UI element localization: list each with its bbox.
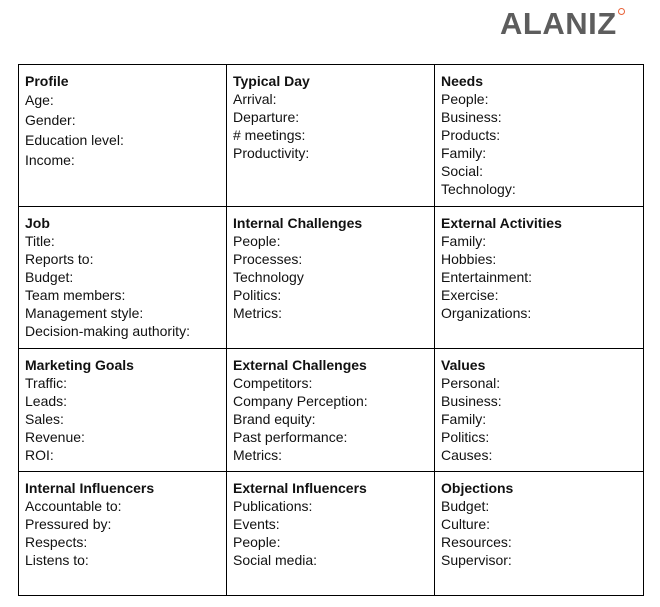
field-list xyxy=(441,374,637,464)
cell-title: Job xyxy=(25,215,50,231)
field-label: ROI: xyxy=(25,447,54,463)
cell-profile xyxy=(19,65,227,207)
field-label: Title: xyxy=(25,233,55,249)
field-label: Business: xyxy=(441,109,502,125)
field-label: Traffic: xyxy=(25,375,68,391)
field-label: Causes: xyxy=(441,447,493,463)
field-list xyxy=(25,90,220,170)
field-label: Decision-making authority: xyxy=(25,323,190,339)
field-label: People: xyxy=(441,91,489,107)
field-label: Respects: xyxy=(25,534,88,550)
field-label: Revenue: xyxy=(25,429,85,445)
field-label: Productivity: xyxy=(233,145,310,161)
cell-title: External Challenges xyxy=(233,357,367,373)
field-list xyxy=(233,232,428,322)
cell-title: Typical Day xyxy=(233,73,310,89)
field-label: Gender: xyxy=(25,112,76,128)
field-label: Supervisor: xyxy=(441,552,512,568)
field-label: Processes: xyxy=(233,251,303,267)
field-label: Politics: xyxy=(441,429,490,445)
cell-title: Internal Challenges xyxy=(233,215,363,231)
cell-external-influencers xyxy=(227,472,435,596)
field-list xyxy=(25,374,220,464)
field-label: Budget: xyxy=(441,498,490,514)
field-label: Family: xyxy=(441,233,487,249)
field-label: Pressured by: xyxy=(25,516,112,532)
field-label: Hobbies: xyxy=(441,251,497,267)
field-label: Education level: xyxy=(25,132,124,148)
field-list xyxy=(233,374,428,464)
cell-title: Values xyxy=(441,357,486,373)
field-label: Business: xyxy=(441,393,502,409)
field-label: Competitors: xyxy=(233,375,313,391)
cell-typical-day xyxy=(227,65,435,207)
field-label: Accountable to: xyxy=(25,498,122,514)
field-label: # meetings: xyxy=(233,127,306,143)
cell-external-activities xyxy=(435,207,644,349)
field-label: Social: xyxy=(441,163,484,179)
field-label: Technology xyxy=(233,269,304,285)
field-label: Publications: xyxy=(233,498,313,514)
field-label: Politics: xyxy=(233,287,282,303)
field-label: Metrics: xyxy=(233,305,282,321)
cell-objections xyxy=(435,472,644,596)
field-label: People: xyxy=(233,233,281,249)
field-label: Reports to: xyxy=(25,251,94,267)
field-label: Team members: xyxy=(25,287,126,303)
cell-title: Internal Influencers xyxy=(25,480,155,496)
logo-ring-icon xyxy=(618,8,625,15)
cell-title: Marketing Goals xyxy=(25,357,134,373)
field-label: Metrics: xyxy=(233,447,282,463)
field-label: Events: xyxy=(233,516,280,532)
field-label: Company Perception: xyxy=(233,393,368,409)
cell-title: External Influencers xyxy=(233,480,367,496)
grid-row xyxy=(19,207,644,349)
field-label: Family: xyxy=(441,145,487,161)
field-label: Listens to: xyxy=(25,552,89,568)
field-label: Personal: xyxy=(441,375,501,391)
cell-needs xyxy=(435,65,644,207)
field-label: Entertainment: xyxy=(441,269,533,285)
field-label: Past performance: xyxy=(233,429,348,445)
persona-grid xyxy=(18,64,644,596)
field-label: Brand equity: xyxy=(233,411,316,427)
field-label: Leads: xyxy=(25,393,68,409)
field-label: Age: xyxy=(25,92,54,108)
field-list xyxy=(233,497,428,569)
cell-internal-challenges xyxy=(227,207,435,349)
field-list xyxy=(25,497,220,569)
field-label: Culture: xyxy=(441,516,491,532)
field-label: Income: xyxy=(25,152,75,168)
field-label: Departure: xyxy=(233,109,300,125)
field-label: Sales: xyxy=(25,411,64,427)
field-label: People: xyxy=(233,534,281,550)
field-list xyxy=(25,232,220,340)
field-list xyxy=(441,232,637,322)
field-label: Exercise: xyxy=(441,287,499,303)
grid-row xyxy=(19,472,644,596)
field-list xyxy=(441,497,637,569)
field-label: Management style: xyxy=(25,305,144,321)
field-label: Budget: xyxy=(25,269,74,285)
field-label: Products: xyxy=(441,127,501,143)
alaniz-logo xyxy=(500,4,625,44)
field-label: Organizations: xyxy=(441,305,532,321)
grid-row xyxy=(19,349,644,472)
cell-title: Objections xyxy=(441,480,514,496)
field-label: Social media: xyxy=(233,552,318,568)
field-list xyxy=(441,90,637,198)
cell-title: Profile xyxy=(25,73,69,89)
cell-title: Needs xyxy=(441,73,484,89)
cell-job xyxy=(19,207,227,349)
field-label: Technology: xyxy=(441,181,516,197)
cell-title: External Activities xyxy=(441,215,562,231)
logo-text: ALANIZ xyxy=(500,6,617,41)
cell-internal-influencers xyxy=(19,472,227,596)
field-label: Resources: xyxy=(441,534,512,550)
persona-grid-body xyxy=(19,65,644,596)
field-list xyxy=(233,90,428,162)
field-label: Family: xyxy=(441,411,487,427)
cell-values xyxy=(435,349,644,472)
grid-row xyxy=(19,65,644,207)
cell-external-challenges xyxy=(227,349,435,472)
field-label: Arrival: xyxy=(233,91,277,107)
cell-marketing-goals xyxy=(19,349,227,472)
